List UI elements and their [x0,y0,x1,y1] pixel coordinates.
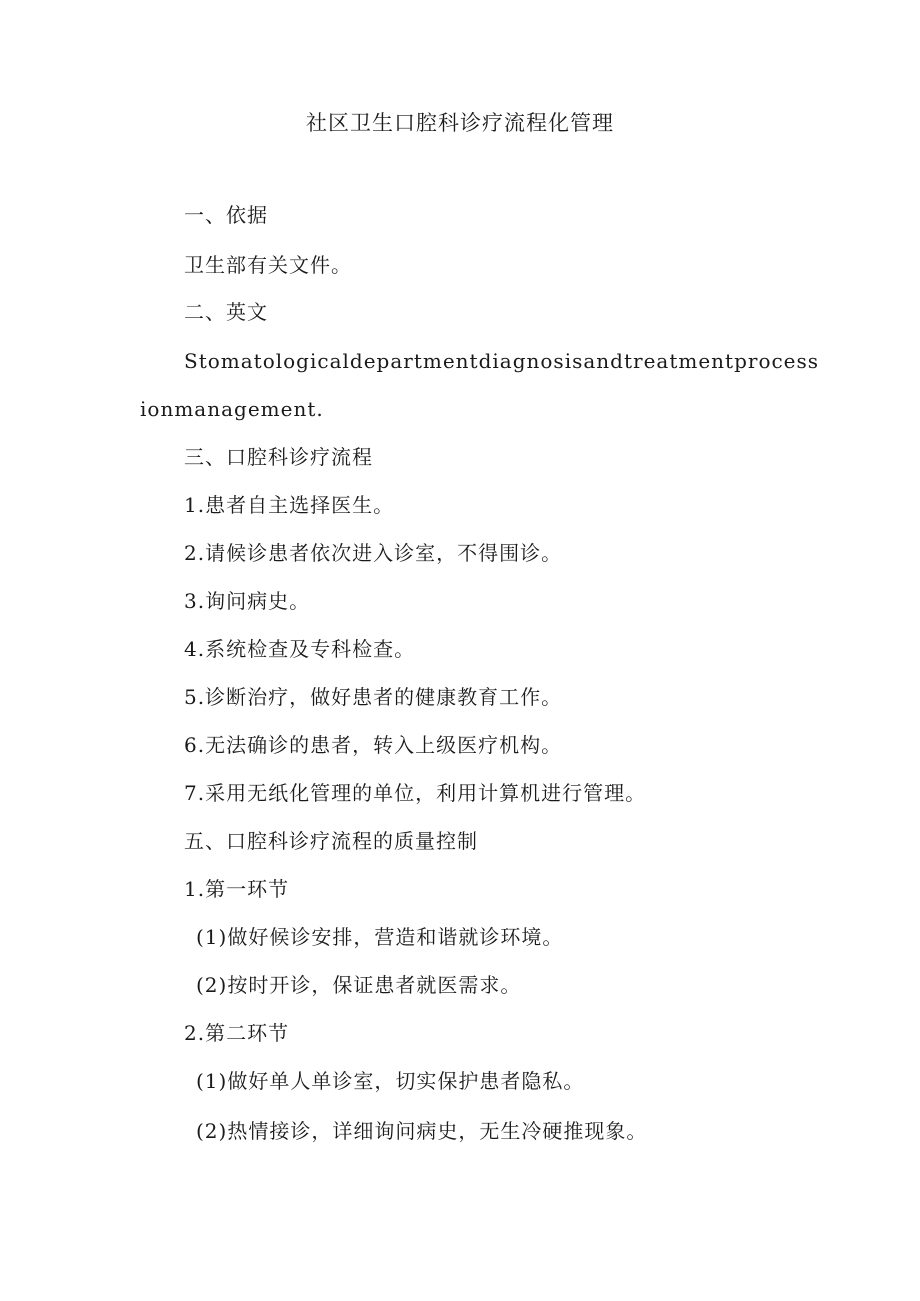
process-step-1: 1.患者自主选择医生。 [184,493,395,517]
paragraph-basis-text: 卫生部有关文件。 [184,253,352,277]
quality-stage-2-item-1: (1)做好单人单诊室，切实保护患者隐私。 [196,1069,585,1093]
quality-stage-2-heading: 2.第二环节 [184,1021,290,1045]
process-step-5: 5.诊断治疗，做好患者的健康教育工作。 [184,685,563,709]
section-heading-quality-control: 五、口腔科诊疗流程的质量控制 [184,829,478,853]
quality-stage-1-item-2: (2)按时开诊，保证患者就医需求。 [196,973,522,997]
quality-stage-2-item-2: (2)热情接诊，详细询问病史，无生冷硬推现象。 [196,1119,648,1143]
process-step-7: 7.采用无纸化管理的单位，利用计算机进行管理。 [184,781,647,805]
document-title: 社区卫生口腔科诊疗流程化管理 [306,111,614,135]
process-step-2: 2.请候诊患者依次进入诊室，不得围诊。 [184,541,563,565]
process-step-6: 6.无法确诊的患者，转入上级医疗机构。 [184,733,563,757]
process-step-4: 4.系统检查及专科检查。 [184,637,416,661]
section-heading-basis: 一、依据 [184,203,268,227]
process-step-3: 3.询问病史。 [184,589,311,613]
paragraph-english-line-2: ionmanagement. [140,397,324,421]
quality-stage-1-item-1: (1)做好候诊安排，营造和谐就诊环境。 [196,925,564,949]
section-heading-english: 二、英文 [184,300,268,324]
section-heading-process: 三、口腔科诊疗流程 [184,445,373,469]
quality-stage-1-heading: 1.第一环节 [184,877,290,901]
paragraph-english-line-1: Stomatologicaldepartmentdiagnosisandtreatmentprocess [184,349,820,373]
